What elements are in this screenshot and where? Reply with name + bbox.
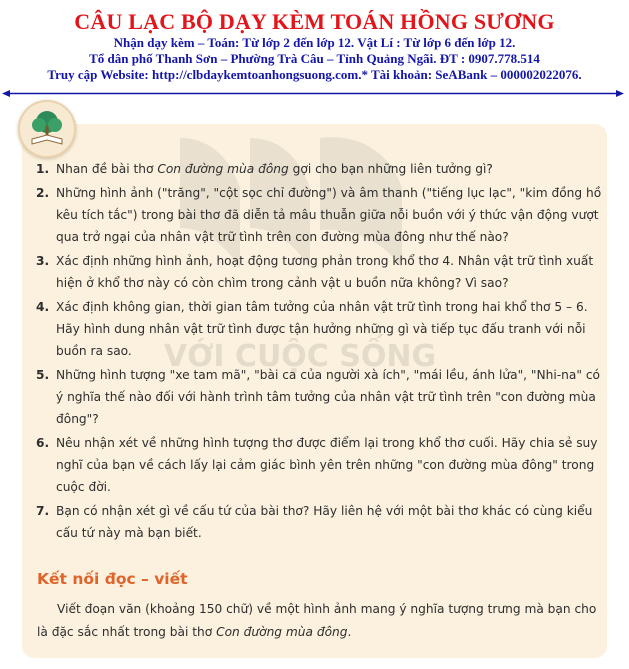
writing-task-paragraph: Viết đoạn văn (khoảng 150 chữ) về một hình ảnh mang ý nghĩa tượng trưng mà bạn cho là đặc sắc nhất trong bài thơ Con đường mùa đông.: [37, 602, 597, 639]
question-number: 6.: [36, 436, 50, 450]
watermark-text: VỚI CUỘC SỐNG: [163, 339, 437, 374]
question-text: Những hình ảnh ("trăng", "cột sọc chỉ đường") và âm thanh ("tiếng lục lạc", "kim đồng hồ kêu tích tắc") trong bài thơ đã diễn tả mâu thuẫn giữa nỗi buồn với ý thức vận động vượt qua trở ngại của nhân vật trữ tình trên con đường mùa đông như thế nào?: [56, 186, 602, 244]
poem-title: Con đường mùa đông: [216, 625, 348, 639]
question-number: 4.: [36, 300, 50, 314]
question-number: 5.: [36, 368, 50, 382]
section-heading: Kết nối đọc – viết: [37, 570, 188, 588]
question-item: [36, 364, 602, 430]
page-header: [0, 0, 629, 83]
question-item: [36, 250, 602, 294]
question-text: Những hình tượng "xe tam mã", "bài ca của người xà ích", "mái lều, ánh lửa", "Nhi-na" có ý nghĩa thế nào đối với hành trình tâm tưởng của nhân vật trữ tình trên "con đường mùa đông"?: [56, 368, 600, 426]
club-title: CÂU LẠC BỘ DẠY KÈM TOÁN HỒNG SƯƠNG: [74, 9, 555, 34]
question-number: 3.: [36, 254, 50, 268]
question-list: [36, 158, 602, 546]
double-arrow-divider: [2, 90, 624, 97]
question-text: Xác định những hình ảnh, hoạt động tương phản trong khổ thơ 4. Nhân vật trữ tình xuất hiện ở khổ thơ này có còn chìm trong cảnh vật u buồn nữa không? Vì sao?: [56, 254, 594, 290]
question-text: Nêu nhận xét về những hình tượng thơ được điểm lại trong khổ thơ cuối. Hãy chia sẻ suy nghĩ của bạn về cách lấy lại cảm giác bình yên trên những "con đường mùa đông" trong cuộc đời.: [56, 436, 598, 494]
question-item: [36, 296, 602, 362]
poem-title: Con đường mùa đông: [157, 162, 289, 176]
services-line: Nhận dạy kèm – Toán: Từ lớp 2 đến lớp 12. Vật Lí : Từ lớp 6 đến lớp 12.: [113, 35, 516, 50]
question-item: [36, 500, 602, 544]
question-number: 2.: [36, 186, 50, 200]
address-line: Tổ dân phố Thanh Sơn – Phường Trà Câu – Tỉnh Quảng Ngãi. ĐT : 0907.778.514: [89, 51, 540, 66]
question-item: [36, 182, 602, 248]
question-text: Bạn có nhận xét gì về cấu tứ của bài thơ? Hãy liên hệ với một bài thơ khác có cùng kiểu cấu tứ này mà bạn biết.: [56, 504, 593, 540]
tree-book-icon: [18, 100, 76, 158]
question-number: 7.: [36, 504, 50, 518]
question-item: [36, 158, 602, 180]
question-number: 1.: [36, 162, 50, 176]
question-item: [36, 432, 602, 498]
question-text: Nhan đề bài thơ Con đường mùa đông gợi cho bạn những liên tưởng gì?: [56, 162, 493, 176]
website-line: Truy cập Website: http://clbdaykemtoanhongsuong.com.* Tài khoản: SeABank – 000002022076.: [47, 67, 582, 82]
question-text: Xác định không gian, thời gian tâm tưởng của nhân vật trữ tình trong hai khổ thơ 5 – 6. Hãy hình dung nhân vật trữ tình được tận hưởng những gì và tiếp tục đấu tranh với nỗi buồn ra sao.: [56, 300, 588, 358]
